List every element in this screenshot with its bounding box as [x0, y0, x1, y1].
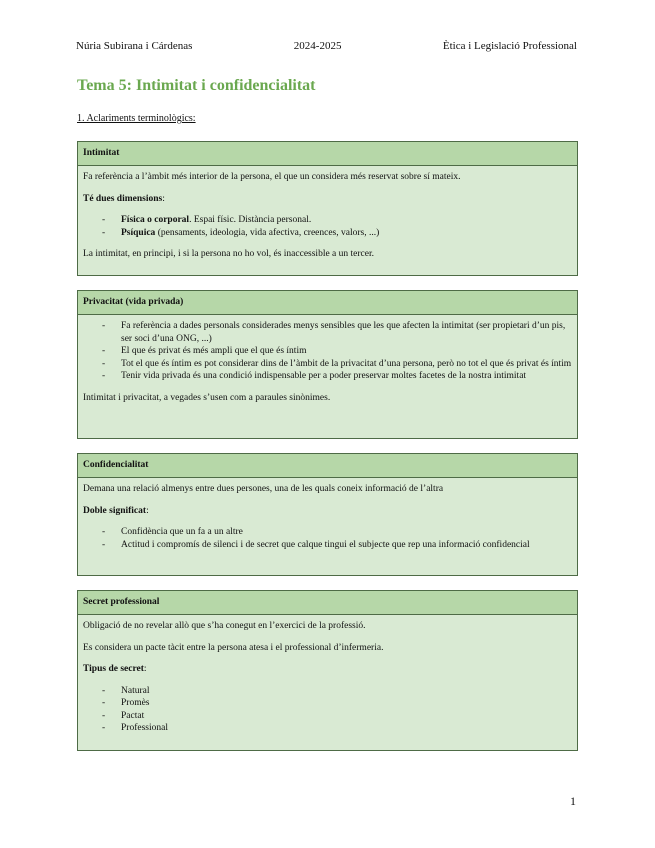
list-item: - Tenir vida privada és una condició indispensable per a poder preservar moltes facetes de la nostra intimitat [83, 370, 572, 383]
list-item-bold: Física o corporal [121, 215, 190, 226]
list-item: - Pactat [83, 710, 572, 723]
header-author: Núria Subirana i Cárdenas [76, 40, 193, 52]
box-confidencialitat-title: Confidencialitat [78, 454, 577, 478]
box-privacitat [77, 290, 578, 439]
privacitat-closing: Intimitat i privacitat, a vegades s’usen com a paraules sinònimes. [83, 392, 331, 403]
list-item: - Tot el que és íntim es pot considerar dins de l’àmbit de la privacitat d’una persona, però no tot el que és privat és íntim [83, 358, 572, 371]
list-item [83, 227, 572, 240]
list-item [83, 214, 572, 227]
confidencialitat-label-line [83, 505, 572, 518]
secret-list [83, 685, 572, 735]
secret-line-2: Es considera un pacte tàcit entre la persona atesa i el professional d’infermeria. [83, 642, 384, 653]
list-item-text: (pensaments, ideologia, vida afectiva, creences, valors, ...) [155, 227, 380, 238]
secret-label: Tipus de secret [83, 664, 144, 675]
header-course: Ètica i Legislació Professional [442, 40, 577, 52]
intimitat-dimensions-colon: : [162, 193, 165, 204]
list-item: - Actitud i compromís de silenci i de secret que calque tingui el subjecte que rep una informació confidencial [83, 539, 572, 552]
secret-label-line [83, 663, 572, 676]
intimitat-dimensions [83, 193, 572, 206]
privacitat-list [83, 320, 572, 383]
intimitat-list [83, 214, 572, 239]
box-secret-title: Secret professional [78, 591, 577, 615]
secret-label-colon: : [143, 664, 147, 675]
list-item-text: . Espai físic. Distància personal. [189, 215, 312, 226]
box-confidencialitat-body [78, 478, 577, 555]
list-item: - Confidència que un fa a un altre [83, 526, 572, 539]
secret-line-1: Obligació de no revelar allò que s’ha conegut en l’exercici de la professió. [83, 621, 366, 631]
box-secret-professional [77, 590, 578, 751]
confidencialitat-list [83, 526, 572, 551]
box-confidencialitat [77, 453, 578, 576]
header-year: 2024-2025 [293, 40, 342, 52]
page-number: 1 [570, 794, 576, 808]
list-item-bold: Psíquica [121, 227, 156, 238]
box-secret-body [78, 615, 577, 739]
box-intimitat-title: Intimitat [78, 142, 577, 166]
confidencialitat-intro: Demana una relació almenys entre dues persones, una de les quals coneix informació de l’altra [83, 484, 444, 494]
confidencialitat-label: Doble significat [83, 505, 147, 516]
intimitat-closing: La intimitat, en principi, i si la persona no ho vol, és inaccessible a un tercer. [83, 249, 374, 260]
list-item: - Professional [83, 722, 572, 735]
box-intimitat [77, 141, 578, 276]
box-privacitat-body [78, 315, 577, 408]
list-item: - Fa referència a dades personals considerades menys sensibles que les que afecten la intimitat (ser propietari d’un pis, ser soci d’una ONG, ...) [83, 320, 572, 345]
box-privacitat-title: Privacitat (vida privada) [78, 291, 577, 315]
page-header [76, 38, 577, 54]
intimitat-dimensions-label: Té dues dimensions [83, 193, 163, 204]
box-intimitat-body [78, 166, 577, 265]
list-item: - Natural [83, 685, 572, 698]
page-title: Tema 5: Intimitat i confidencialitat [77, 77, 316, 94]
intimitat-intro: Fa referència a l’àmbit més interior de la persona, el que un considera més reservat sobre sí mateix. [83, 172, 461, 182]
list-item: - El que és privat és més ampli que el que és íntim [83, 345, 572, 358]
confidencialitat-label-colon: : [146, 505, 149, 516]
list-item: - Promès [83, 697, 572, 710]
section-heading: 1. Aclariments terminològics: [77, 113, 196, 124]
